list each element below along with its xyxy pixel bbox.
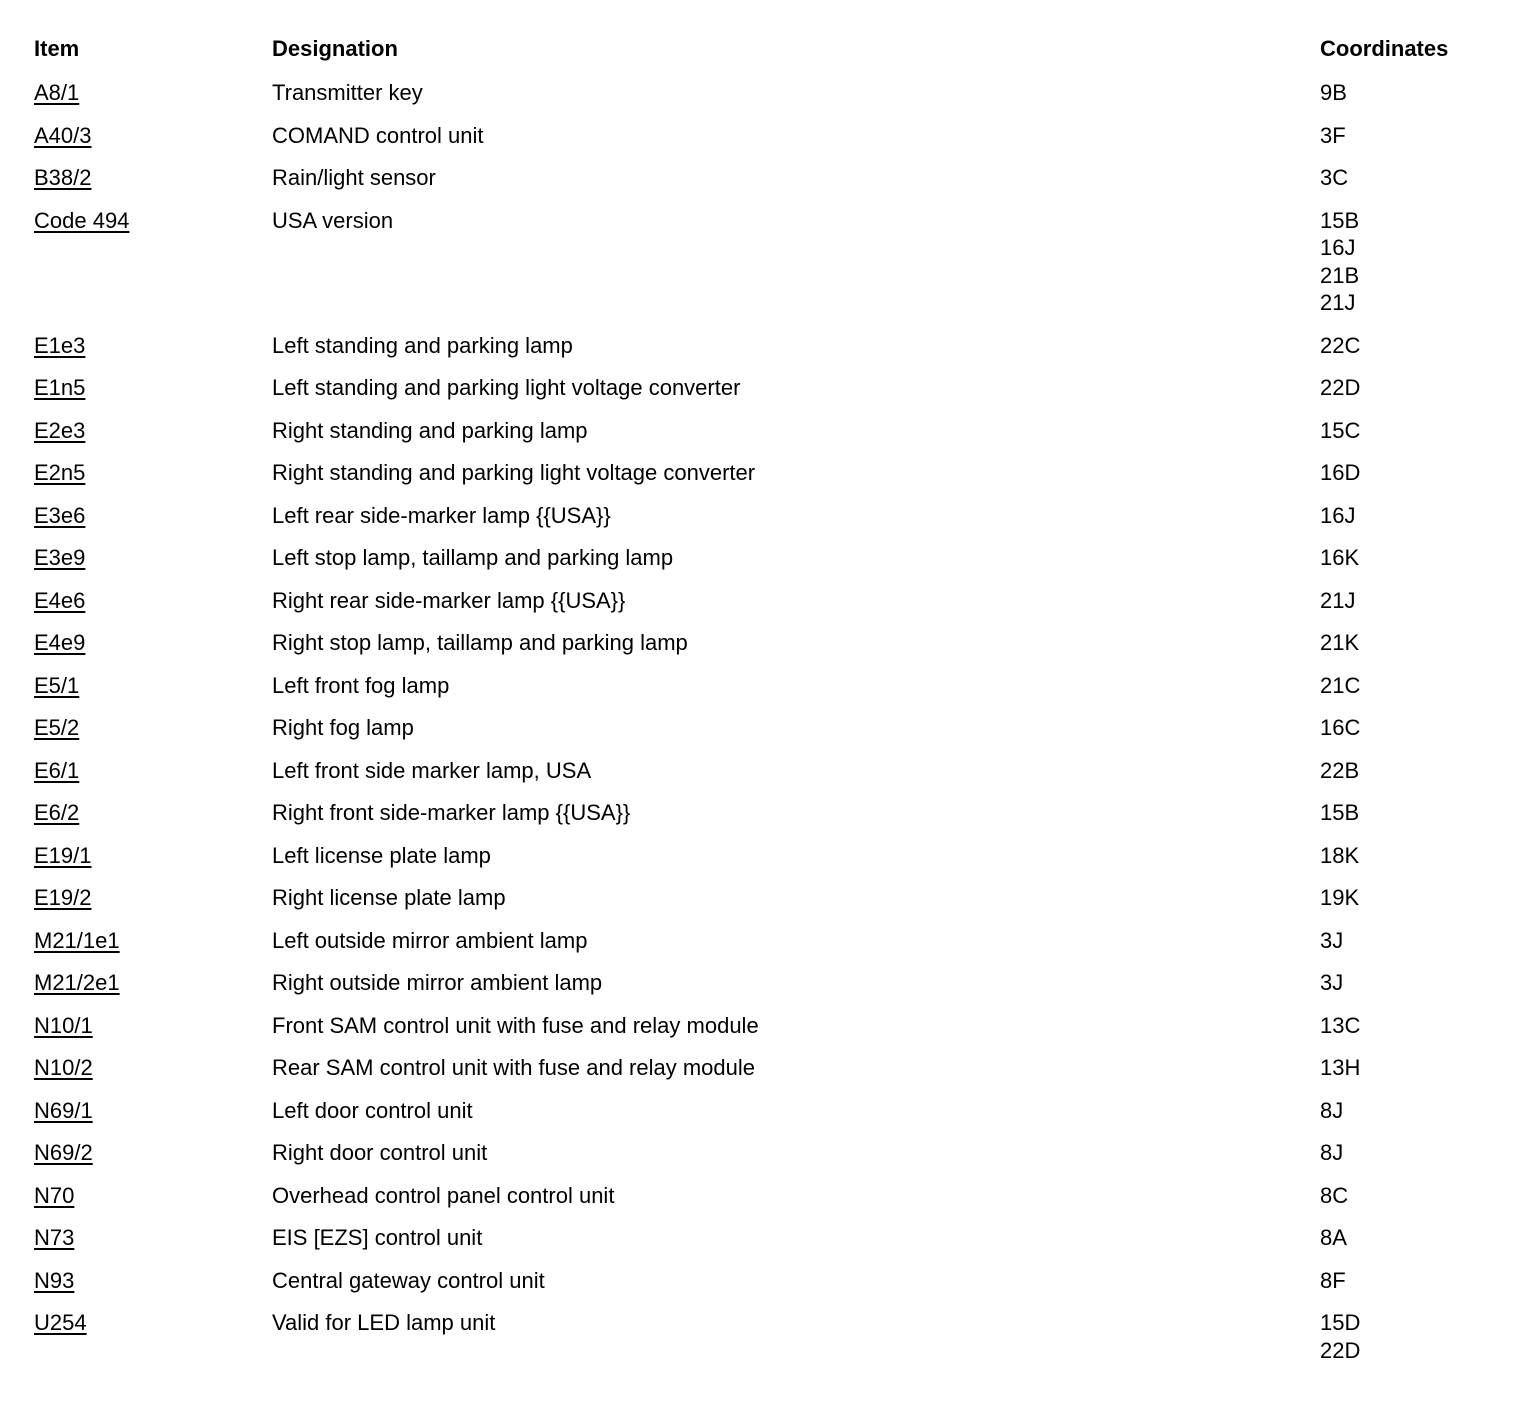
coordinates-cell — [1320, 164, 1500, 192]
table-row — [0, 969, 1520, 997]
table-row — [0, 459, 1520, 487]
coordinate-value: 21B — [1320, 262, 1360, 288]
coordinate-value: 22B — [1320, 757, 1360, 783]
table-row — [0, 587, 1520, 615]
table-row — [0, 884, 1520, 912]
table-row — [0, 164, 1520, 192]
item-link[interactable]: E1e3 — [34, 332, 86, 358]
coordinate-value: 8J — [1320, 1140, 1344, 1165]
coordinate-value: 22C — [1320, 332, 1361, 358]
coordinates-cell — [1320, 332, 1500, 360]
coordinates-cell — [1320, 459, 1500, 487]
coordinate-value: 8C — [1320, 1182, 1349, 1208]
item-link[interactable]: N73 — [34, 1225, 75, 1250]
coordinates-cell — [1320, 374, 1500, 402]
coordinate-value: 15B — [1320, 800, 1360, 825]
designation-text: Rain/light sensor — [272, 165, 436, 190]
coordinate-value: 8J — [1320, 1097, 1344, 1123]
coordinate-value: 22D — [1320, 375, 1361, 400]
designation-text: Left outside mirror ambient lamp — [272, 927, 588, 953]
header-designation: Designation — [272, 36, 398, 61]
header-item: Item — [34, 36, 80, 61]
table-row — [0, 1054, 1520, 1082]
item-link[interactable]: N10/2 — [34, 1055, 93, 1080]
coordinates-cell — [1320, 969, 1500, 997]
coordinate-value: 21J — [1320, 290, 1356, 315]
table-row — [0, 1139, 1520, 1167]
item-link[interactable]: N69/2 — [34, 1140, 93, 1165]
coordinates-cell — [1320, 672, 1500, 700]
designation-text: Left stop lamp, taillamp and parking lamp — [272, 545, 674, 570]
coordinates-cell — [1320, 884, 1500, 912]
item-link[interactable]: E4e9 — [34, 630, 86, 655]
item-link[interactable]: E6/1 — [34, 757, 80, 783]
item-link[interactable]: E6/2 — [34, 800, 80, 825]
coordinate-value: 16D — [1320, 460, 1361, 485]
coordinates-cell — [1320, 757, 1500, 785]
designation-text: Central gateway control unit — [272, 1267, 545, 1293]
table-row — [0, 122, 1520, 150]
header-coordinates: Coordinates — [1320, 36, 1449, 61]
coordinates-cell — [1320, 1097, 1500, 1125]
coordinates-cell — [1320, 1267, 1500, 1295]
table-header — [0, 36, 1520, 66]
coordinate-value: 3C — [1320, 165, 1349, 190]
item-link[interactable]: E2n5 — [34, 460, 86, 485]
coordinates-cell — [1320, 79, 1500, 107]
coordinates-cell — [1320, 799, 1500, 827]
item-link[interactable]: E5/2 — [34, 715, 80, 740]
designation-text: Left rear side-marker lamp {{USA}} — [272, 502, 611, 528]
coordinate-value: 15B — [1320, 207, 1360, 233]
item-link[interactable]: N93 — [34, 1267, 75, 1293]
coordinate-value: 22D — [1320, 1337, 1361, 1363]
coordinates-cell — [1320, 502, 1500, 530]
table-row — [0, 502, 1520, 530]
designation-text: Right fog lamp — [272, 715, 414, 740]
item-link[interactable]: A40/3 — [34, 122, 92, 148]
coordinates-cell — [1320, 1139, 1500, 1167]
item-link[interactable]: E3e9 — [34, 545, 86, 570]
designation-text: Right standing and parking light voltage converter — [272, 460, 756, 485]
designation-text: Rear SAM control unit with fuse and relay module — [272, 1055, 756, 1080]
coordinate-value: 8F — [1320, 1267, 1346, 1293]
designation-text: Right outside mirror ambient lamp — [272, 970, 603, 995]
designation-text: Right door control unit — [272, 1140, 488, 1165]
table-row — [0, 207, 1520, 317]
table-row — [0, 799, 1520, 827]
designation-text: Transmitter key — [272, 80, 423, 105]
item-link[interactable]: E3e6 — [34, 502, 86, 528]
coordinates-cell — [1320, 1054, 1500, 1082]
item-link[interactable]: Code 494 — [34, 207, 130, 233]
designation-text: Left standing and parking light voltage converter — [272, 375, 741, 400]
designation-text: Valid for LED lamp unit — [272, 1310, 496, 1335]
coordinates-cell — [1320, 1224, 1500, 1252]
item-link[interactable]: B38/2 — [34, 165, 92, 190]
designation-text: Right license plate lamp — [272, 885, 506, 910]
table-row — [0, 714, 1520, 742]
component-table-body — [0, 79, 1520, 1379]
table-row — [0, 629, 1520, 657]
coordinate-value: 3J — [1320, 970, 1344, 995]
table-row — [0, 927, 1520, 955]
table-row — [0, 417, 1520, 445]
item-link[interactable]: E4e6 — [34, 587, 86, 613]
coordinate-value: 13C — [1320, 1012, 1361, 1038]
designation-text: Right stop lamp, taillamp and parking lamp — [272, 630, 688, 655]
designation-text: Front SAM control unit with fuse and relay module — [272, 1012, 759, 1038]
designation-text: Left front fog lamp — [272, 672, 450, 698]
table-row — [0, 1182, 1520, 1210]
coordinate-value: 13H — [1320, 1055, 1361, 1080]
table-row — [0, 1224, 1520, 1252]
coordinate-value: 3F — [1320, 122, 1346, 148]
table-row — [0, 842, 1520, 870]
item-link[interactable]: E19/1 — [34, 842, 92, 868]
coordinate-value: 21K — [1320, 630, 1360, 655]
coordinate-value: 16C — [1320, 715, 1361, 740]
coordinates-cell — [1320, 122, 1500, 150]
coordinates-cell — [1320, 207, 1500, 317]
table-row — [0, 1309, 1520, 1364]
item-link[interactable]: E19/2 — [34, 885, 92, 910]
designation-text: Left front side marker lamp, USA — [272, 757, 592, 783]
item-link[interactable]: N10/1 — [34, 1012, 93, 1038]
designation-text: EIS [EZS] control unit — [272, 1225, 483, 1250]
item-link[interactable]: E5/1 — [34, 672, 80, 698]
table-row — [0, 374, 1520, 402]
coordinate-value: 19K — [1320, 885, 1360, 910]
designation-text: Left license plate lamp — [272, 842, 491, 868]
coordinates-cell — [1320, 842, 1500, 870]
table-row — [0, 79, 1520, 107]
item-link[interactable]: N70 — [34, 1182, 75, 1208]
coordinate-value: 21J — [1320, 587, 1356, 613]
designation-text: Right rear side-marker lamp {{USA}} — [272, 587, 626, 613]
coordinates-cell — [1320, 1012, 1500, 1040]
designation-text: Right standing and parking lamp — [272, 417, 588, 443]
designation-text: Left standing and parking lamp — [272, 332, 573, 358]
table-row — [0, 1097, 1520, 1125]
coordinates-cell — [1320, 544, 1500, 572]
item-link[interactable]: M21/2e1 — [34, 970, 120, 995]
coordinates-cell — [1320, 714, 1500, 742]
coordinates-cell — [1320, 629, 1500, 657]
designation-text: Right front side-marker lamp {{USA}} — [272, 800, 631, 825]
coordinate-value: 16J — [1320, 502, 1356, 528]
table-row — [0, 1012, 1520, 1040]
designation-text: USA version — [272, 207, 394, 233]
coordinate-value: 8A — [1320, 1225, 1347, 1250]
coordinate-value: 21C — [1320, 672, 1361, 698]
coordinate-value: 3J — [1320, 927, 1344, 953]
item-link[interactable]: A8/1 — [34, 80, 80, 105]
item-link[interactable]: U254 — [34, 1310, 87, 1335]
item-link[interactable]: N69/1 — [34, 1097, 93, 1123]
item-link[interactable]: E2e3 — [34, 417, 86, 443]
coordinate-value: 9B — [1320, 80, 1347, 105]
coordinate-value: 18K — [1320, 842, 1360, 868]
coordinates-cell — [1320, 417, 1500, 445]
table-row — [0, 757, 1520, 785]
coordinate-value: 15C — [1320, 417, 1361, 443]
coordinate-value: 15D — [1320, 1310, 1361, 1335]
coordinate-value: 16J — [1320, 235, 1356, 260]
coordinates-cell — [1320, 1309, 1500, 1364]
designation-text: Left door control unit — [272, 1097, 473, 1123]
table-row — [0, 332, 1520, 360]
coordinate-value: 16K — [1320, 545, 1360, 570]
table-row — [0, 672, 1520, 700]
coordinates-cell — [1320, 927, 1500, 955]
coordinates-cell — [1320, 1182, 1500, 1210]
item-link[interactable]: E1n5 — [34, 375, 86, 400]
item-link[interactable]: M21/1e1 — [34, 927, 120, 953]
table-row — [0, 1267, 1520, 1295]
designation-text: COMAND control unit — [272, 122, 484, 148]
table-row — [0, 544, 1520, 572]
coordinates-cell — [1320, 587, 1500, 615]
designation-text: Overhead control panel control unit — [272, 1182, 615, 1208]
